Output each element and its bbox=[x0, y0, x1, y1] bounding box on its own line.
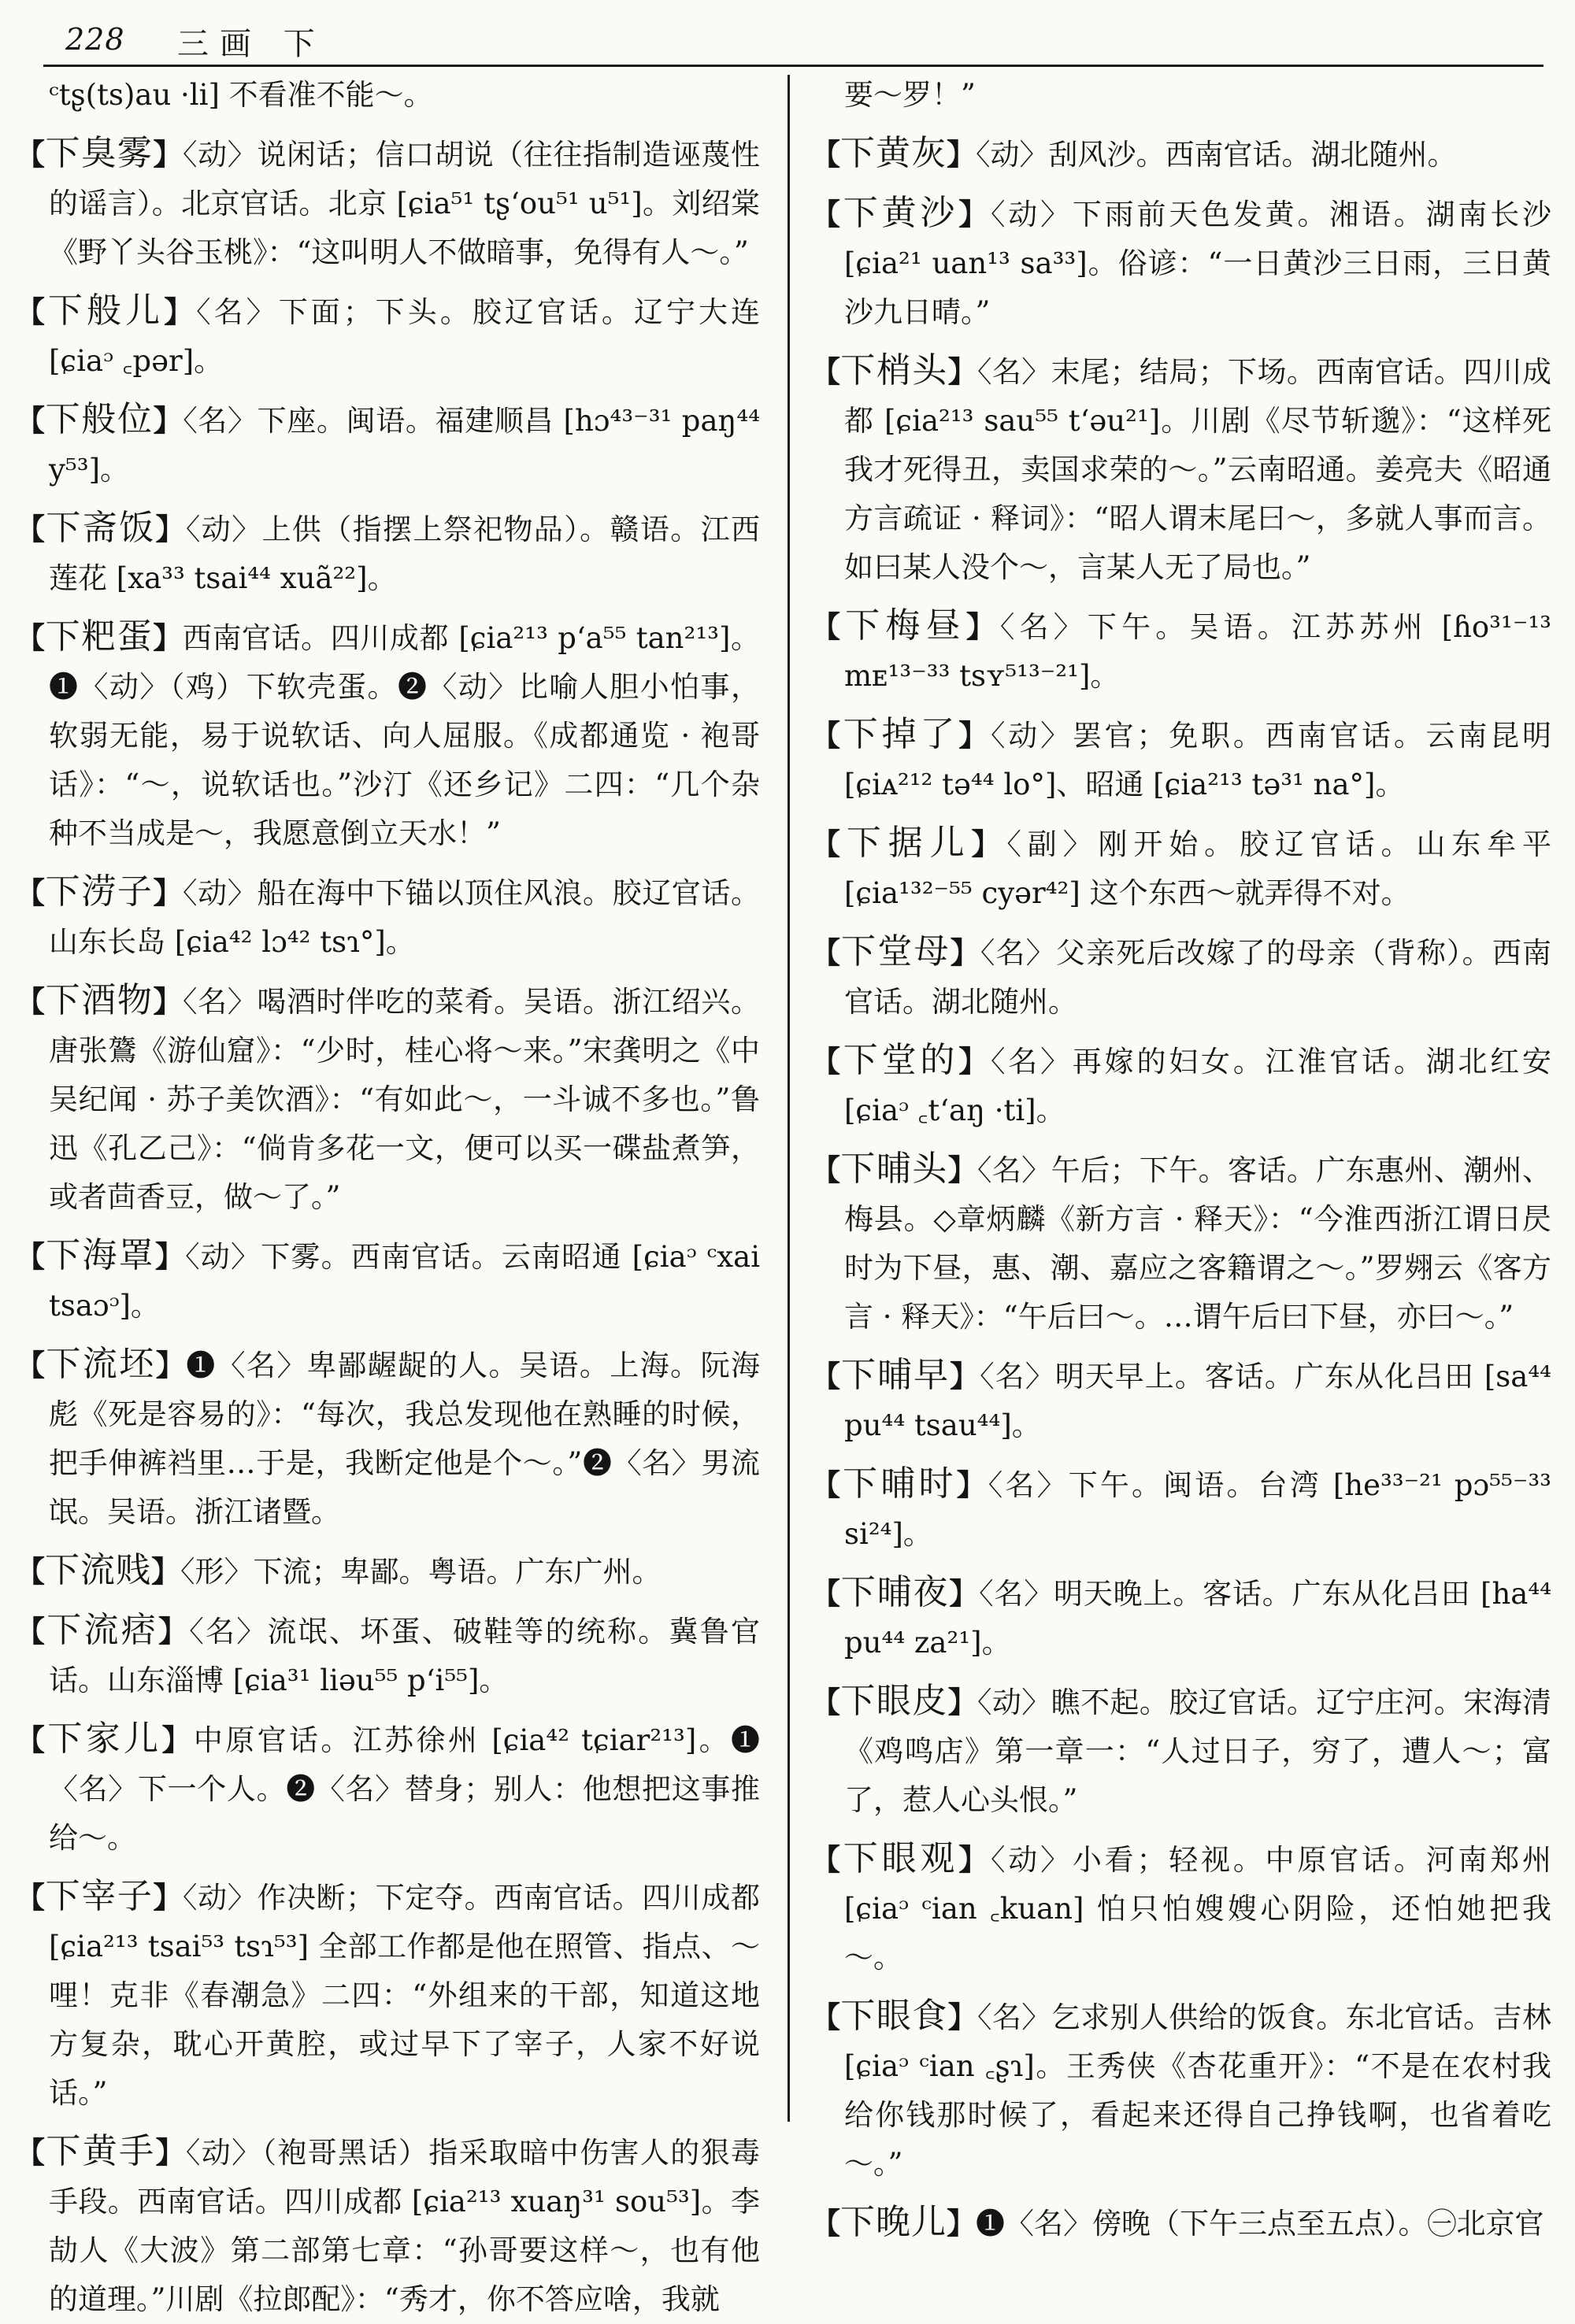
headword-bracket-open: 【 bbox=[811, 2000, 841, 2034]
headword-bracket-close: 】 bbox=[971, 827, 1007, 861]
headword-bracket-open: 【 bbox=[811, 197, 843, 231]
headword-bracket-close: 】 bbox=[958, 718, 991, 753]
definition: 〈动〉小看；轻视。中原官话。河南郑州 [ɕiaᵓ ᶜian ꜀kuan] 怕只怕嫂嫂心阴险，还怕她把我～。 bbox=[844, 1843, 1552, 1974]
headword-bracket-close: 】 bbox=[958, 197, 991, 231]
headword: 下晡早 bbox=[841, 1355, 951, 1395]
definition: 〈名〉喝酒时伴吃的菜肴。吴语。浙江绍兴。唐张鷟《游仙窟》：“少时，桂心将～来。”宋龚明之《中吴纪闻 · 苏子美饮酒》：“有如此～，一斗诚不多也。”鲁迅《孔乙己》：“倘肯多花一文，便可以买一碟盐煮笋，或者茴香豆，做～了。” bbox=[49, 985, 761, 1214]
definition: 西南官话。四川成都 [ɕia²¹³ pʻa⁵⁵ tan²¹³]。❶〈动〉（鸡）下软壳蛋。❷〈动〉比喻人胆小怕事，软弱无能，易于说软话、向人屈服。《成都通览 · 袍哥话》：“～，说软话也。”沙汀《还乡记》二四：“几个杂种不当成是～，我愿意倒立天水！” bbox=[49, 621, 761, 850]
dictionary-entry bbox=[16, 1546, 760, 1597]
headword-bracket-close: 】 bbox=[949, 1576, 980, 1611]
headword: 下宰子 bbox=[45, 1876, 154, 1916]
headword-bracket-open: 【 bbox=[16, 512, 46, 546]
dictionary-entry bbox=[811, 819, 1551, 918]
headword: 下粑蛋 bbox=[45, 616, 154, 657]
headword-bracket-close: 】 bbox=[153, 620, 183, 655]
definition: 〈名〉下面；下头。胶辽官话。辽宁大连 [ɕiaᵓ ꜀pər]。 bbox=[49, 295, 761, 378]
dictionary-entry bbox=[811, 1351, 1551, 1450]
headword-bracket-open: 【 bbox=[811, 1685, 841, 1719]
headword: 下涝子 bbox=[45, 872, 154, 912]
headword-bracket-close: 】 bbox=[154, 1239, 186, 1274]
headword-bracket-close: 】 bbox=[956, 1467, 988, 1502]
definition: 〈动〉上供（指摆上祭祀物品）。赣语。江西莲花 [xa³³ tsai⁴⁴ xuã²²]。 bbox=[49, 513, 760, 595]
dictionary-entry bbox=[16, 129, 760, 277]
entry-continuation: ᶜtʂ(ts)au ·li] 不看准不能～。 bbox=[49, 78, 433, 112]
definition: 中原官话。江苏徐州 [ɕia⁴² tɕiar²¹³]。❶〈名〉下一个人。❷〈名〉替身；别人：他想把这事推给～。 bbox=[49, 1723, 761, 1855]
headword-bracket-open: 【 bbox=[16, 403, 46, 438]
definition: 〈动〉（袍哥黑话）指采取暗中伤害人的狠毒手段。西南官话。四川成都 [ɕia²¹³ xuaŋ³¹ sou⁵³]。李劼人《大波》第二部第七章：“孙哥要这样～，也有他的道理。”川剧《拉郎配》：“秀才，你不答应啥，我就 bbox=[49, 2136, 760, 2316]
headword: 下眼观 bbox=[843, 1838, 959, 1878]
dictionary-entry bbox=[16, 2127, 760, 2324]
headword-bracket-open: 【 bbox=[16, 137, 46, 172]
headword: 下流贱 bbox=[45, 1550, 151, 1590]
headword: 下黄手 bbox=[46, 2131, 156, 2171]
headword-bracket-close: 】 bbox=[958, 1044, 991, 1079]
headword-bracket-close: 】 bbox=[965, 609, 1000, 644]
headword-bracket-open: 【 bbox=[811, 354, 841, 389]
headword: 下斋饭 bbox=[46, 508, 156, 548]
dictionary-entry bbox=[16, 612, 760, 858]
headword-bracket-close: 】 bbox=[947, 2206, 976, 2241]
definition: 〈动〉刮风沙。西南官话。湖北随州。 bbox=[976, 138, 1457, 172]
headword-bracket-open: 【 bbox=[16, 1239, 46, 1274]
dictionary-entry bbox=[811, 1460, 1551, 1559]
dictionary-entry bbox=[811, 601, 1551, 701]
headword: 下梢头 bbox=[840, 350, 948, 390]
dictionary-entry bbox=[16, 1872, 760, 2118]
headword-bracket-close: 】 bbox=[161, 1723, 194, 1757]
headword-bracket-open: 【 bbox=[16, 1723, 48, 1757]
headword-bracket-open: 【 bbox=[811, 718, 843, 753]
headword-bracket-close: 】 bbox=[947, 1153, 977, 1187]
headword-bracket-open: 【 bbox=[16, 1614, 47, 1649]
headword-bracket-open: 【 bbox=[16, 2135, 46, 2170]
definition: 〈动〉说闲话；信口胡说（往往指制造诬蔑性的谣言）。北京官话。北京 [ɕia⁵¹ tʂʻou⁵¹ u⁵¹]。刘绍棠《野丫头谷玉桃》：“这叫明人不做暗事，免得有人～。” bbox=[49, 138, 761, 269]
dictionary-entry bbox=[811, 1036, 1551, 1135]
column-divider bbox=[788, 75, 790, 2122]
definition: ❶〈名〉傍晚（下午三点至五点）。㊀北京官 bbox=[976, 2207, 1544, 2241]
headword: 下堂母 bbox=[841, 931, 951, 971]
definition: 〈名〉末尾；结局；下场。西南官话。四川成都 [ɕia²¹³ sau⁵⁵ tʻəu²¹]。川剧《尽节斩邈》：“这样死我才死得丑，卖国求荣的～。”云南昭通。姜亮夫《昭通方言疏证 · 释词》：“昭人谓末尾曰～，多就人事而言。如曰某人没个～，言某人无了局也。” bbox=[844, 355, 1552, 584]
headword-bracket-close: 】 bbox=[947, 137, 976, 172]
definition: 〈名〉下座。闽语。福建顺昌 [hɔ⁴³⁻³¹ paŋ⁴⁴ y⁵³]。 bbox=[49, 404, 761, 487]
page-number: 228 bbox=[65, 22, 125, 57]
headword-bracket-open: 【 bbox=[16, 294, 49, 329]
dictionary-entry bbox=[811, 1145, 1551, 1341]
dictionary-entry bbox=[811, 2198, 1551, 2248]
headword-bracket-close: 】 bbox=[947, 1685, 977, 1719]
headword-bracket-open: 【 bbox=[16, 1880, 46, 1915]
definition: 〈动〉作决断；下定夺。西南官话。四川成都 [ɕia²¹³ tsai⁵³ tsɿ⁵³] 全部工作都是他在照管、指点、～哩！克非《春潮急》二四：“外组来的干部，知道这地方复杂，耽心开黄腔，或过早下了宰子，人家不好说话。” bbox=[49, 1881, 761, 2110]
dictionary-entry bbox=[16, 976, 760, 1222]
headword-bracket-open: 【 bbox=[811, 1842, 843, 1877]
headword: 下流痞 bbox=[46, 1610, 158, 1650]
headword: 下臭雾 bbox=[45, 133, 154, 173]
definition: 〈形〉下流；卑鄙。粤语。广东广州。 bbox=[180, 1555, 662, 1589]
definition: 〈动〉下雾。西南官话。云南昭通 [ɕiaᵓ ᶜxai tsaɔᵓ]。 bbox=[49, 1240, 761, 1323]
headword-bracket-open: 【 bbox=[811, 2206, 840, 2241]
definition: 〈名〉流氓、坏蛋、破鞋等的统称。冀鲁官话。山东淄博 [ɕia³¹ liəu⁵⁵ pʻi⁵⁵]。 bbox=[49, 1615, 761, 1697]
dictionary-entry bbox=[16, 504, 760, 603]
right-column bbox=[811, 71, 1552, 2242]
dictionary-entry bbox=[16, 1606, 760, 1705]
definition: 〈名〉明天晚上。客话。广东从化吕田 [ha⁴⁴ pu⁴⁴ za²¹]。 bbox=[844, 1577, 1552, 1660]
headword-bracket-open: 【 bbox=[16, 1554, 45, 1589]
headword-bracket-open: 【 bbox=[811, 1576, 841, 1611]
headword: 下海罩 bbox=[46, 1235, 155, 1275]
definition: 〈名〉下午。闽语。台湾 [he³³⁻²¹ pɔ⁵⁵⁻³³ si²⁴]。 bbox=[844, 1468, 1552, 1551]
headword: 下据儿 bbox=[846, 823, 972, 863]
definition: 〈名〉下午。吴语。江苏苏州 [ɦo³¹⁻¹³ mᴇ¹³⁻³³ tsʏ⁵¹³⁻²¹]。 bbox=[844, 610, 1552, 693]
dictionary-entry bbox=[811, 710, 1551, 809]
headword-bracket-open: 【 bbox=[811, 1153, 841, 1187]
headword-bracket-open: 【 bbox=[16, 875, 46, 910]
dictionary-entry bbox=[811, 1677, 1551, 1825]
page-header bbox=[43, 17, 1544, 67]
headword-bracket-open: 【 bbox=[811, 1467, 843, 1502]
definition: 〈名〉乞求别人供给的饭食。东北官话。吉林 [ɕiaᵓ ᶜian ꜀ʂɿ]。王秀侠《杏花重开》：“不是在农村我给你钱那时候了，看起来还得自己挣钱啊，也省着吃～。” bbox=[844, 2000, 1552, 2181]
dictionary-entry bbox=[811, 346, 1551, 592]
headword-bracket-close: 】 bbox=[947, 354, 977, 389]
headword: 下晚儿 bbox=[840, 2202, 947, 2242]
headword-bracket-close: 】 bbox=[153, 137, 183, 172]
headword-bracket-open: 【 bbox=[811, 1044, 843, 1079]
headword: 下晡夜 bbox=[840, 1572, 950, 1612]
dictionary-entry bbox=[16, 868, 760, 967]
headword: 下眼食 bbox=[840, 1996, 948, 2036]
headword-bracket-close: 】 bbox=[151, 1554, 180, 1589]
headword-bracket-open: 【 bbox=[811, 827, 847, 861]
headword: 下堂的 bbox=[843, 1040, 959, 1080]
headword-bracket-close: 】 bbox=[958, 1842, 991, 1877]
headword-bracket-close: 】 bbox=[153, 875, 183, 910]
headword: 下晡时 bbox=[843, 1464, 957, 1504]
dictionary-entry bbox=[16, 395, 760, 494]
definition: 〈动〉罢官；免职。西南官话。云南昆明 [ɕiᴀ²¹² tə⁴⁴ lo°]、昭通 [ɕia²¹³ tə³¹ na°]。 bbox=[844, 719, 1552, 801]
headword-bracket-open: 【 bbox=[811, 1359, 842, 1393]
definition: 〈名〉再嫁的妇女。江淮官话。湖北红安 [ɕiaᵓ ꜀tʻaŋ ·ti]。 bbox=[844, 1045, 1552, 1127]
definition: 〈名〉明天早上。客话。广东从化吕田 [sa⁴⁴ pu⁴⁴ tsau⁴⁴]。 bbox=[844, 1360, 1552, 1442]
headword-bracket-open: 【 bbox=[811, 935, 842, 970]
dictionary-entry bbox=[16, 287, 760, 386]
headword-bracket-close: 】 bbox=[164, 294, 197, 329]
headword-bracket-close: 】 bbox=[158, 1614, 190, 1649]
headword: 下黄灰 bbox=[840, 133, 947, 173]
definition: ❶〈名〉卑鄙龌龊的人。吴语。上海。阮海彪《死是容易的》：“每次，我总发现他在熟睡的时候，把手伸裤裆里…于是，我断定他是个～。”❷〈名〉男流氓。吴语。浙江诸暨。 bbox=[49, 1349, 761, 1529]
headword: 下般儿 bbox=[48, 290, 165, 331]
headword-bracket-close: 】 bbox=[950, 935, 980, 970]
headword-bracket-close: 】 bbox=[153, 984, 183, 1019]
headword-bracket-close: 】 bbox=[153, 1880, 183, 1915]
dictionary-entry bbox=[16, 1231, 760, 1330]
headword-bracket-open: 【 bbox=[811, 609, 846, 644]
dictionary-entry bbox=[811, 1568, 1551, 1667]
dictionary-entry bbox=[811, 189, 1551, 337]
headword: 下黄沙 bbox=[843, 193, 959, 233]
headword: 下流坯 bbox=[46, 1344, 156, 1384]
entry-continuation: 要～罗！” bbox=[844, 78, 976, 112]
headword: 下眼皮 bbox=[840, 1681, 948, 1721]
definition: 〈动〉船在海中下锚以顶住风浪。胶辽官话。山东长岛 [ɕia⁴² lɔ⁴² tsɿ°]。 bbox=[49, 876, 761, 959]
headword-bracket-close: 】 bbox=[155, 512, 186, 546]
dictionary-entry bbox=[811, 1834, 1551, 1982]
headword: 下酒物 bbox=[45, 980, 154, 1020]
headword-bracket-open: 【 bbox=[16, 1348, 46, 1382]
headword-bracket-close: 】 bbox=[947, 2000, 977, 2034]
headword: 下般位 bbox=[45, 399, 154, 439]
headword-bracket-open: 【 bbox=[16, 620, 46, 655]
dictionary-entry bbox=[16, 1715, 760, 1863]
definition: 〈动〉下雨前天色发黄。湘语。湖南长沙 [ɕia²¹ uan¹³ sa³³]。俗谚：“一日黄沙三日雨，三日黄沙九日晴。” bbox=[844, 198, 1552, 329]
left-column bbox=[16, 71, 761, 2316]
dictionary-entry bbox=[811, 1992, 1551, 2189]
headword-bracket-close: 】 bbox=[155, 1348, 187, 1382]
headword: 下家儿 bbox=[47, 1719, 162, 1759]
definition: 〈动〉瞧不起。胶辽官话。辽宁庄河。宋海清《鸡鸣店》第一章一：“人过日子，穷了，遭人～；富了，惹人心头恨。” bbox=[844, 1686, 1552, 1817]
headword-bracket-close: 】 bbox=[153, 403, 183, 438]
headword: 下晡头 bbox=[840, 1149, 948, 1189]
dictionary-entry bbox=[16, 1340, 760, 1537]
headword-bracket-close: 】 bbox=[155, 2135, 186, 2170]
headword-bracket-close: 】 bbox=[950, 1359, 980, 1393]
running-head: 三画 下 bbox=[177, 26, 326, 62]
dictionary-entry bbox=[811, 129, 1551, 179]
headword-bracket-open: 【 bbox=[16, 984, 46, 1019]
definition: 〈名〉午后；下午。客话。广东惠州、潮州、梅县。◇章炳麟《新方言 · 释天》：“今淮西浙江谓日昃时为下昼，惠、潮、嘉应之客籍谓之～。”罗翙云《客方言 · 释天》：“午后曰～。…谓午后曰下昼，亦曰～。” bbox=[844, 1153, 1552, 1334]
headword: 下梅昼 bbox=[845, 605, 966, 646]
dictionary-entry bbox=[811, 927, 1551, 1027]
definition: 〈副〉刚开始。胶辽官话。山东牟平 [ɕia¹³²⁻⁵⁵ cyər⁴²] 这个东西～就弄得不对。 bbox=[844, 827, 1551, 910]
definition: 〈名〉父亲死后改嫁了的母亲（背称）。西南官话。湖北随州。 bbox=[844, 936, 1552, 1019]
headword-bracket-open: 【 bbox=[811, 137, 840, 172]
headword: 下掉了 bbox=[843, 714, 959, 754]
